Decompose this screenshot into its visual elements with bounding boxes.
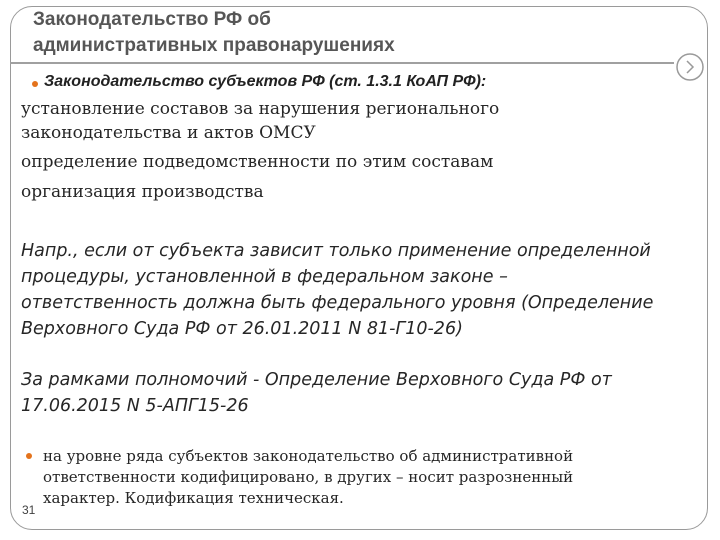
paragraph-line: организация производства — [21, 182, 264, 202]
bullet-line: характер. Кодификация техническая. — [43, 489, 344, 507]
bullet-line: на уровне ряда субъектов законодательство об административной — [43, 447, 574, 465]
limits-line: За рамками полномочий - Определение Верховного Суда РФ от — [21, 370, 612, 390]
paragraph-line: установление составов за нарушения регионального — [21, 99, 500, 119]
example-line: Напр., если от субъекта зависит только применение определенной — [21, 241, 651, 261]
paragraph-line: определение подведомственности по этим составам — [21, 152, 494, 172]
chevron-right-circle-icon[interactable] — [675, 52, 705, 82]
bullet-heading: Законодательство субъектов РФ (ст. 1.3.1 КоАП РФ): — [44, 73, 487, 90]
example-line: Верховного Суда РФ от 26.01.2011 N 81-Г10-26) — [21, 319, 463, 339]
paragraph-organization — [21, 180, 264, 204]
slide-title — [33, 7, 513, 59]
title-divider — [10, 62, 674, 64]
bullet-dot-icon — [32, 81, 38, 87]
paragraph-line: законодательства и актов ОМСУ — [21, 123, 316, 143]
bullet-line: ответственности кодифицировано, в других – носит разрозненный — [43, 468, 574, 486]
example-note — [21, 238, 653, 342]
title-line: Законодательство РФ об — [33, 9, 271, 30]
paragraph-jurisdiction — [21, 150, 493, 174]
example-line: ответственность должна быть федерального уровня (Определение — [21, 293, 654, 313]
example-line: процедуры, установленной в федеральном законе – — [21, 267, 508, 287]
limits-line: 17.06.2015 N 5-АПГ15-26 — [21, 396, 249, 416]
paragraph-establishment — [21, 97, 499, 145]
limits-note — [21, 367, 612, 419]
codification-bullet — [43, 446, 573, 509]
page-number: 31 — [22, 503, 36, 517]
bullet-dot-icon — [26, 453, 32, 459]
title-line: административных правонарушениях — [33, 35, 395, 56]
